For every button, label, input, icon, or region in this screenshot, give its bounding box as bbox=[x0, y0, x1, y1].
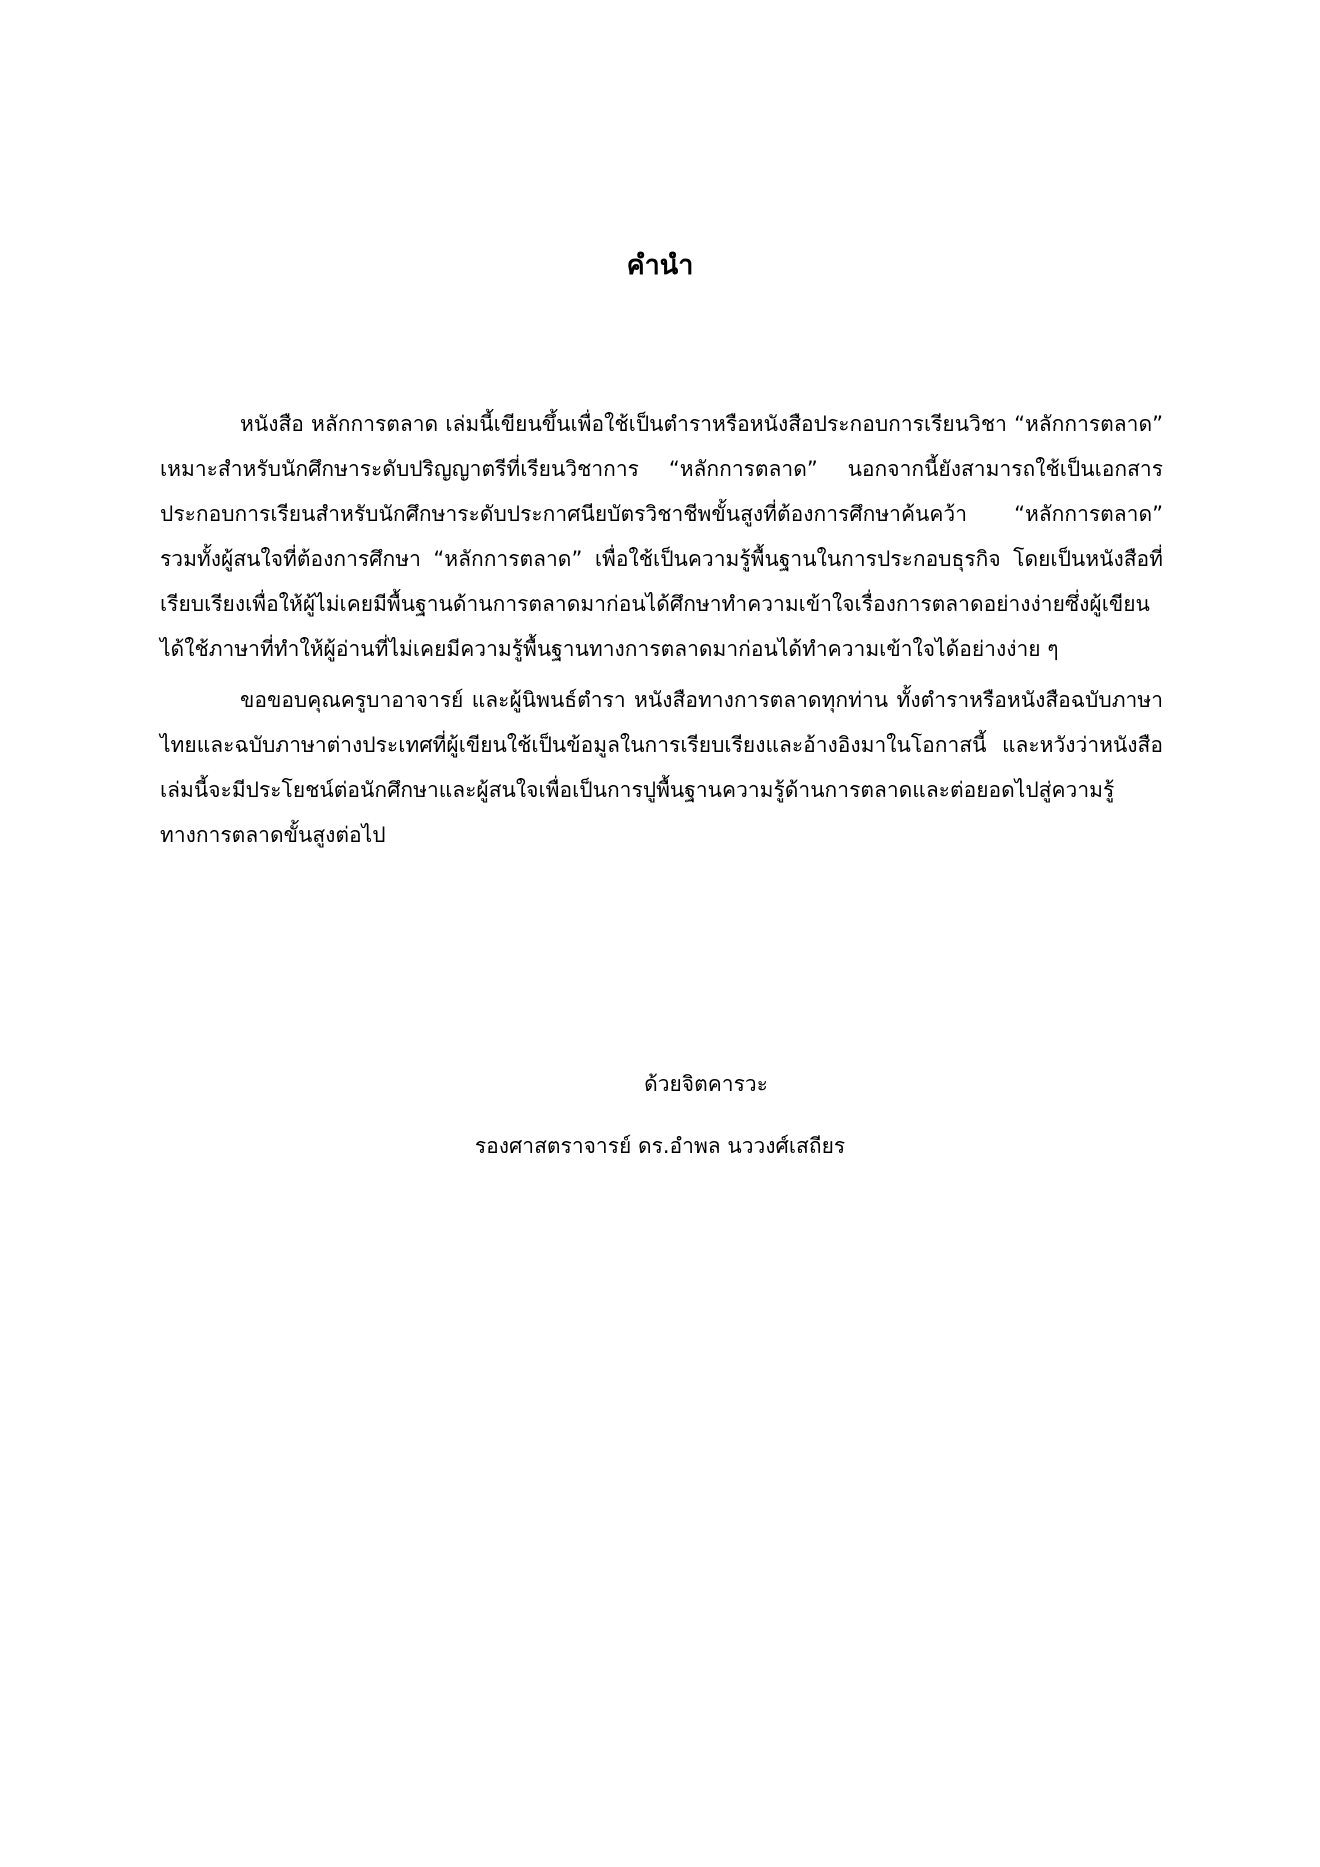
paragraph-acknowledgement: ขอขอบคุณครูบาอาจารย์ และผู้นิพนธ์ตำรา หนังสือทางการตลาดทุกท่าน ทั้งตำราหรือหนังสือฉบับภาษาไทยและฉบับภาษาต่างประเทศที่ผู้เขียนใช้เป็นข้อมูลในการเรียบเรียงและอ้างอิงมาในโอกาสนี้ และหวังว่าหนังสือเล่มนี้จะมีประโยชน์ต่อนักศึกษาและผู้สนใจเพื่อเป็นการปูพื้นฐานความรู้ด้านการตลาดและต่อยอดไปสู่ความรู้ทางการตลาดขั้นสูงต่อไป bbox=[160, 688, 1163, 847]
preface-body bbox=[160, 402, 1163, 858]
paragraph-purpose: หนังสือ หลักการตลาด เล่มนี้เขียนขึ้นเพื่อใช้เป็นตำราหรือหนังสือประกอบการเรียนวิชา “หลักการตลาด” เหมาะสำหรับนักศึกษาระดับปริญญาตรีที่เรียนวิชาการ “หลักการตลาด” นอกจากนี้ยังสามารถใช้เป็นเอกสารประกอบการเรียนสำหรับนักศึกษาระดับประกาศนียบัตรวิชาชีพขั้นสูงที่ต้องการศึกษาค้นคว้า “หลักการตลาด” รวมทั้งผู้สนใจที่ต้องการศึกษา “หลักการตลาด” เพื่อใช้เป็นความรู้พื้นฐานในการประกอบธุรกิจ โดยเป็นหนังสือที่เรียบเรียงเพื่อให้ผู้ไม่เคยมีพื้นฐานด้านการตลาดมาก่อนได้ศึกษาทำความเข้าใจเรื่องการตลาดอย่างง่ายซึ่งผู้เขียนได้ใช้ภาษาที่ทำให้ผู้อ่านที่ไม่เคยมีความรู้พื้นฐานทางการตลาดมาก่อนได้ทำความเข้าใจได้อย่างง่าย ๆ bbox=[160, 412, 1163, 661]
page-title: คำนำ bbox=[626, 250, 694, 281]
signer-name: รองศาสตราจารย์ ดร.อำพล นววงศ์เสถียร bbox=[474, 1134, 846, 1158]
closing-greeting: ด้วยจิตคารวะ bbox=[644, 1072, 768, 1096]
